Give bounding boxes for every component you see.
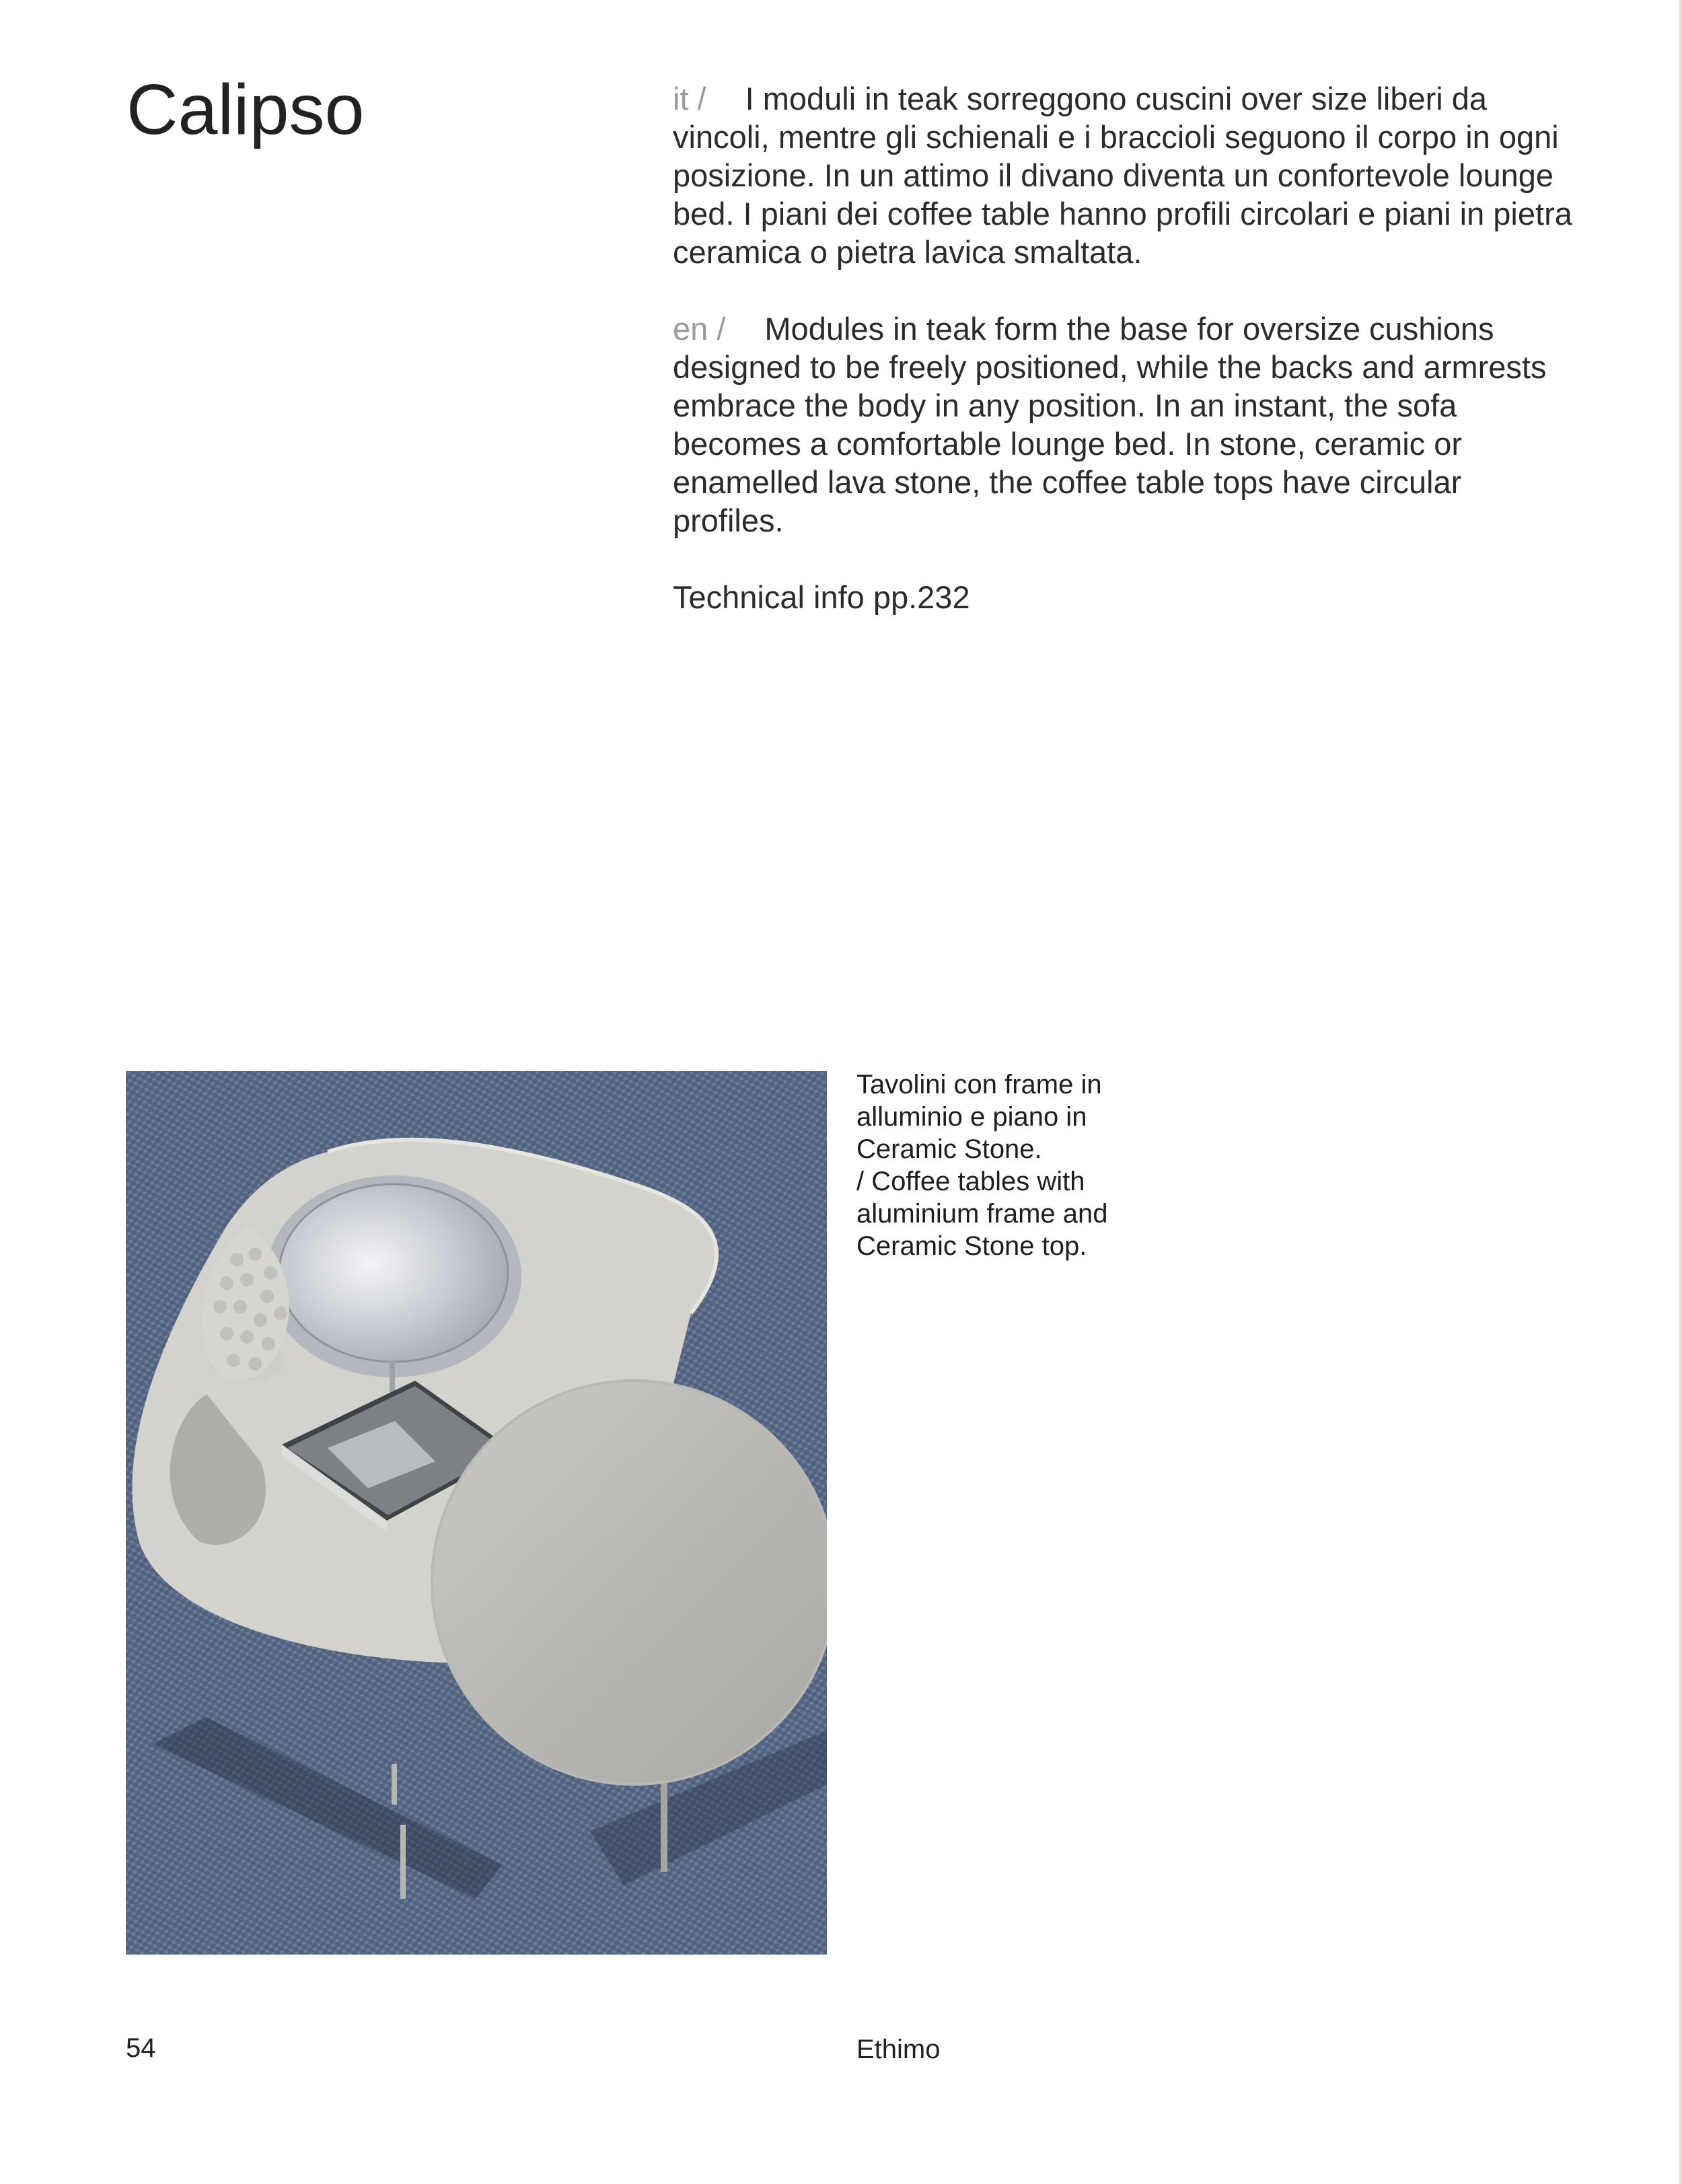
coffee-tables-photo — [126, 1071, 827, 1955]
english-paragraph — [673, 310, 1574, 540]
description-column — [673, 79, 1574, 655]
italian-paragraph — [673, 79, 1574, 271]
photo-caption: Tavolini con frame in alluminio e piano in Ceramic Stone. / Coffee tables with aluminium frame and Ceramic Stone top. — [856, 1070, 1108, 1261]
italian-prefix: it / — [673, 81, 706, 116]
english-text: Modules in teak form the base for oversize cushions designed to be freely positioned, while the backs and armrests embrace the body in any position. In an instant, the sofa becomes a comfortable lounge bed. In stone, ceramic or enamelled lava stone, the coffee table tops have circular profiles. — [673, 311, 1547, 538]
page-edge — [1679, 0, 1682, 2184]
italian-text: I moduli in teak sorreggono cuscini over size liberi da vincoli, mentre gli schienali e i braccioli seguono il corpo in ogni posizione. In un attimo il divano diventa un confortevole lounge bed. I piani dei coffee table hanno profili circolari e piani in pietra ceramica o pietra lavica smaltata. — [673, 81, 1572, 270]
page-title: Calipso — [126, 70, 365, 149]
page-number: 54 — [126, 2033, 156, 2063]
english-prefix: en / — [673, 311, 726, 347]
technical-info: Technical info pp.232 — [673, 579, 970, 615]
footer-brand: Ethimo — [856, 2035, 941, 2064]
